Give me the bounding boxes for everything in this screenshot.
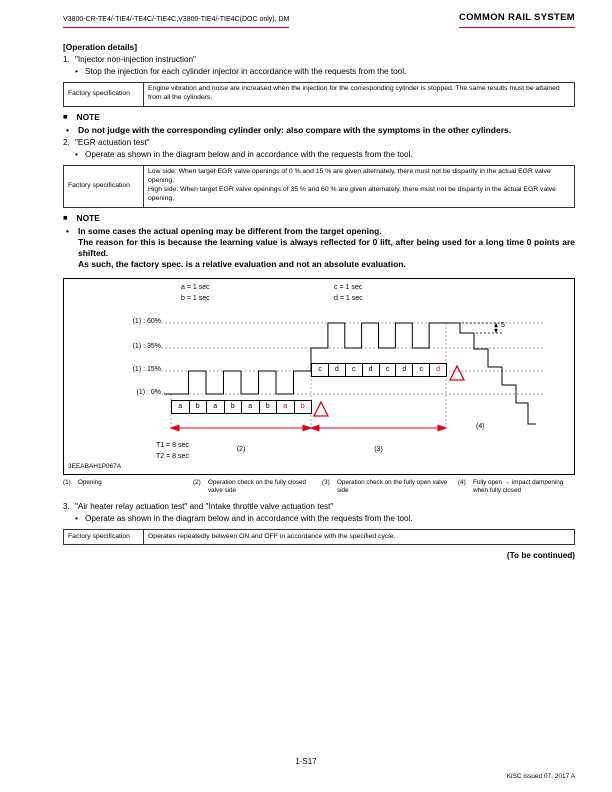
manual-page xyxy=(63,12,575,562)
level-label-60: (1) : 60% xyxy=(132,317,161,325)
spec-high-side: High side: When target EGR valve openings of 35 % and 60 % are given alternately, there must not be disparity in the actual EGR valve opening. xyxy=(148,186,556,203)
sequence-cell: d xyxy=(395,364,412,376)
item1-number: 1. xyxy=(63,54,70,64)
sequence-cell: c xyxy=(412,364,429,376)
note2-bullet: • In some cases the actual opening may be different from the target opening. xyxy=(63,226,575,237)
list-item-1 xyxy=(63,55,575,66)
level-label-0: (1) : 0% xyxy=(136,388,161,396)
legend-number: (3) xyxy=(322,478,330,486)
legend-item xyxy=(193,479,322,497)
timing-label-b: b = 1 sec xyxy=(181,294,210,302)
spec-label: Factory specification xyxy=(64,165,144,207)
spec-low-side: Low side: When target EGR valve openings of 0 % and 15 % are given alternately, there must not be disparity in the actual EGR valve opening. xyxy=(148,168,551,185)
spec-value xyxy=(144,165,575,207)
dimension-arrow-up xyxy=(494,323,498,327)
sequence-cell: d xyxy=(429,364,446,376)
factory-spec-table-2 xyxy=(63,165,575,208)
item3-number: 3. xyxy=(63,502,70,512)
low-sequence-strip xyxy=(171,400,312,414)
item1-bullet-text: Stop the injection for each cylinder injector in accordance with the requests from the tool. xyxy=(85,66,407,76)
page-number: 1-S17 xyxy=(295,757,317,767)
legend-number: (2) xyxy=(193,478,201,486)
list-item-3 xyxy=(63,502,575,513)
list-item-2 xyxy=(63,138,575,149)
note2-paragraph-2: The reason for this is because the learning value is always reflected for 0 lift, after being used for a long time 0 points are shifted. xyxy=(78,236,575,259)
sequence-cell: a xyxy=(172,401,189,413)
item2-bullet xyxy=(63,150,575,161)
legend-number: (1) xyxy=(63,478,71,486)
legend-item xyxy=(322,479,458,497)
page-header xyxy=(63,12,575,28)
table-row xyxy=(64,165,575,207)
page-content xyxy=(63,42,575,563)
item3-title: "Air heater relay actuation test" and "Intake throttle valve actuation test" xyxy=(75,502,334,512)
phase-label-3: (3) xyxy=(374,445,383,453)
legend-text: Operation check on the fully closed valve side xyxy=(208,478,307,495)
legend-item xyxy=(63,479,193,497)
legend-text: Fully open → impact dampening when fully closed xyxy=(473,478,564,495)
warning-triangle-low xyxy=(314,402,328,416)
item3-bullet xyxy=(63,514,575,525)
sequence-cell: b xyxy=(189,401,207,413)
note1-bullet: • Do not judge with the corresponding cylinder only: also compare with the symptoms in the other cylinders. xyxy=(63,125,575,136)
item1-bullet xyxy=(63,67,575,78)
legend-number: (4) xyxy=(458,478,466,486)
item3-bullet-text: Operate as shown in the diagram below and in accordance with the requests from the tool. xyxy=(85,514,413,524)
note-heading-1: ■ NOTE xyxy=(63,112,575,123)
note-heading-2: ■ NOTE xyxy=(63,213,575,224)
item2-number: 2. xyxy=(63,137,70,147)
egr-actuation-diagram xyxy=(63,278,575,475)
factory-spec-table-3 xyxy=(63,529,575,545)
spec-value: Engine vibration and noise are increased when the injection for the corresponding cylinder is stopped. The same results must be attained from all the cylinders. xyxy=(144,82,575,106)
legend-item xyxy=(458,479,575,497)
sequence-cell: d xyxy=(328,364,345,376)
timing-label-c: c = 1 sec xyxy=(334,283,363,291)
chapter-title: COMMON RAIL SYSTEM xyxy=(459,12,575,28)
sequence-cell: b xyxy=(294,401,312,413)
diagram-legend xyxy=(63,479,575,497)
level-label-35: (1) : 35% xyxy=(132,342,161,350)
note2-paragraph-3: As such, the factory spec. is a relative evaluation and not an absolute evaluation. xyxy=(78,259,406,270)
sequence-cell: b xyxy=(224,401,242,413)
legend-text: Operation check on the fully open valve side xyxy=(337,478,448,495)
sequence-cell: a xyxy=(276,401,294,413)
sequence-cell: a xyxy=(241,401,259,413)
figure-code: 3EEABAH1P067A xyxy=(68,462,122,470)
sequence-cell: d xyxy=(362,364,379,376)
sequence-cell: c xyxy=(345,364,362,376)
item2-bullet-text: Operate as shown in the diagram below and in accordance with the requests from the tool. xyxy=(85,149,413,159)
legend-text: Opening xyxy=(78,478,102,486)
sequence-cell: c xyxy=(379,364,396,376)
t2-value-label: T2 = 8 sec xyxy=(156,452,189,460)
item1-title: "Injector non-injection instruction" xyxy=(75,54,196,64)
sequence-cell: b xyxy=(259,401,277,413)
sequence-cell: c xyxy=(312,364,328,376)
to-be-continued: (To be continued) xyxy=(506,551,575,561)
issue-note: KiSC issued 07, 2017 A xyxy=(506,773,575,781)
timing-label-a: a = 1 sec xyxy=(181,283,210,291)
table-row xyxy=(64,82,575,106)
step-value-label: 5 xyxy=(501,321,505,329)
t1-value-label: T1 = 8 sec xyxy=(156,441,189,449)
section-title: [Operation details] xyxy=(63,41,137,52)
factory-spec-table-1 xyxy=(63,82,575,107)
sequence-cell: a xyxy=(206,401,224,413)
warning-triangle-high xyxy=(450,366,464,380)
phase-label-4: (4) xyxy=(476,422,485,430)
spec-value: Operates repeatedly between ON and OFF in accordance with the specified cycle. xyxy=(144,530,575,545)
phase-label-2: (2) xyxy=(236,445,246,453)
spec-label: Factory specification xyxy=(64,530,144,545)
level-label-15: (1) : 15% xyxy=(132,365,161,373)
timing-label-d: d = 1 sec xyxy=(334,294,363,302)
model-code: V3800-CR-TE4/-TIE4/-TE4C/-TIE4C,V3800-TIE4/-TIE4C(DOC only), DM xyxy=(63,15,289,27)
high-sequence-strip xyxy=(311,363,447,377)
t-span-arrows xyxy=(171,425,446,431)
table-row xyxy=(64,530,575,545)
item2-title: "EGR actuation test" xyxy=(75,137,150,147)
spec-label: Factory specification xyxy=(64,82,144,106)
dimension-arrow-down xyxy=(494,329,498,333)
